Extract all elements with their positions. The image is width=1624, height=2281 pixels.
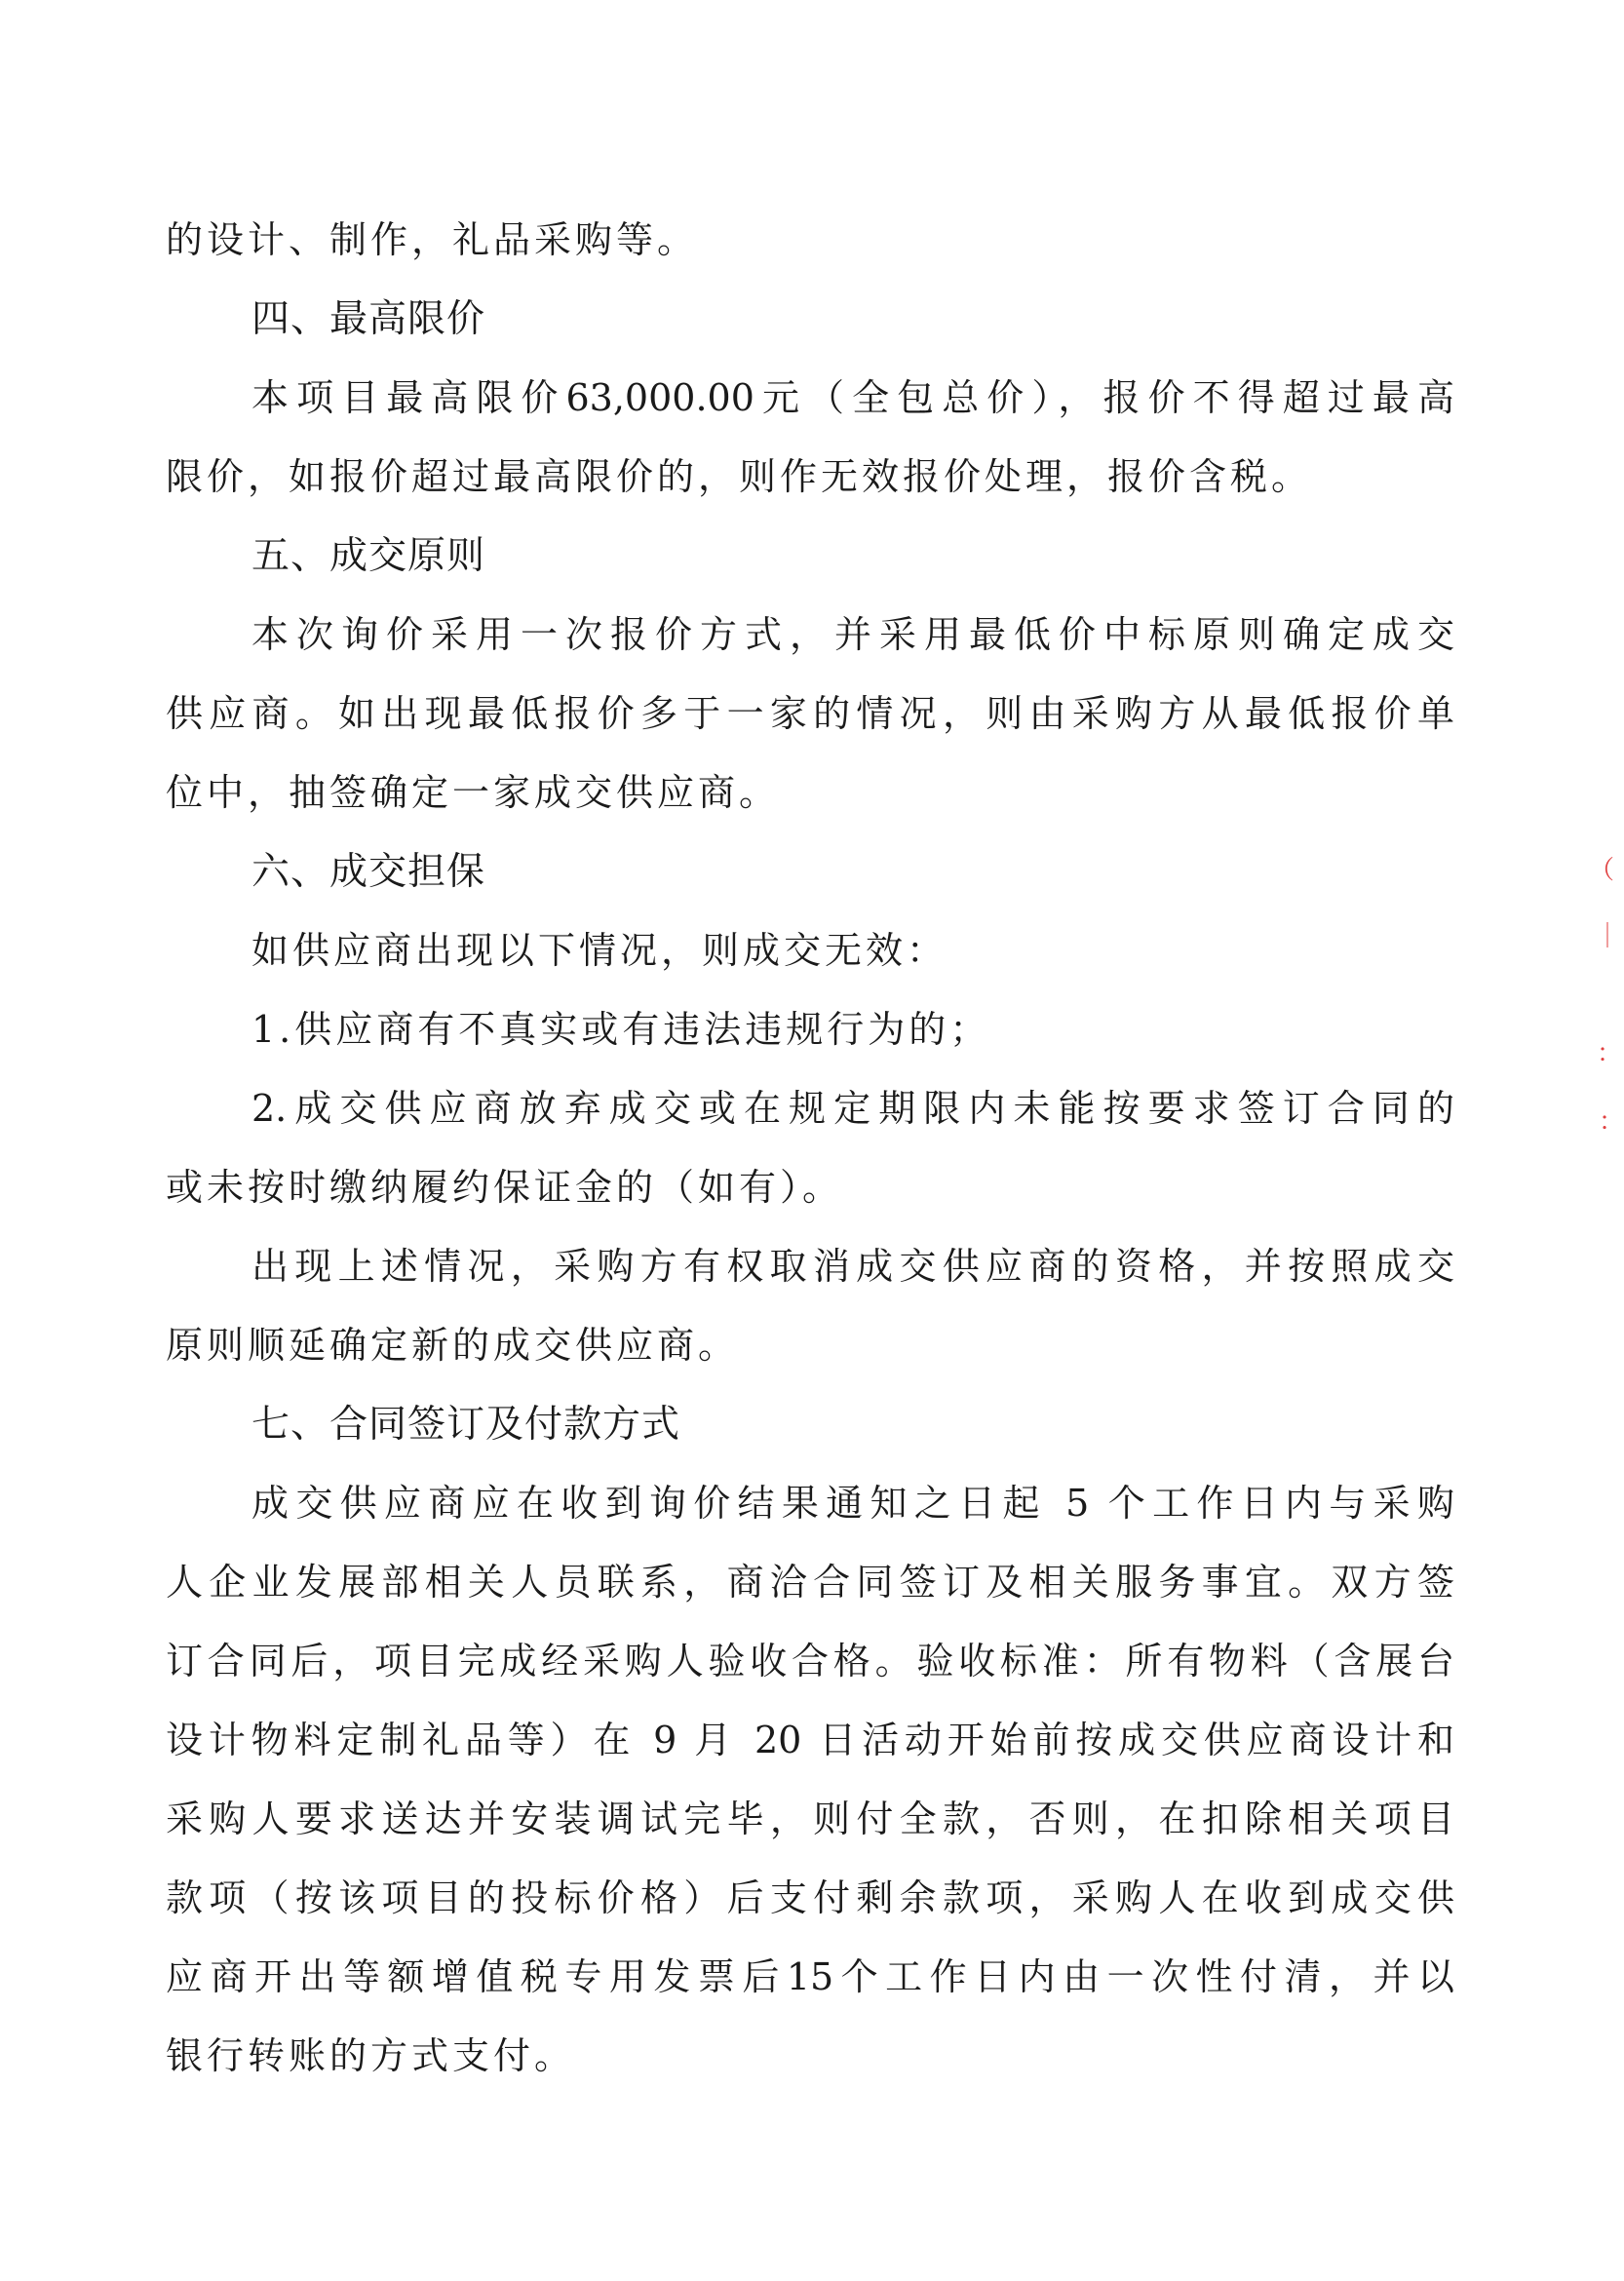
paragraph-line: 采购人要求送达并安装调试完毕，则付全款，否则，在扣除相关项目 (166, 1798, 1454, 1840)
paragraph-line: 限价，如报价超过最高限价的，则作无效报价处理，报价含税。 (166, 455, 1313, 498)
paragraph-line: 2.成交供应商放弃成交或在规定期限内未能按要求签订合同的 (251, 1087, 1454, 1130)
paragraph-line: 1.供应商有不真实或有违法违规行为的； (251, 1008, 991, 1051)
paragraph-line: 的设计、制作，礼品采购等。 (166, 218, 699, 261)
paragraph-line: 应商开出等额增值税专用发票后15个工作日内由一次性付清，并以 (166, 1955, 1454, 1998)
paragraph-line: 本项目最高限价63,000.00元（全包总价），报价不得超过最高 (251, 376, 1454, 419)
section-heading: 七、合同签订及付款方式 (251, 1403, 681, 1447)
paragraph-line: 如供应商出现以下情况，则成交无效： (251, 929, 948, 972)
edge-mark: （ (1589, 856, 1615, 885)
document-body (166, 201, 1454, 2096)
section-heading: 四、最高限价 (251, 297, 486, 341)
paragraph-line: 供应商。如出现最低报价多于一家的情况，则由采购方从最低报价单 (166, 692, 1454, 735)
paragraph-line: 本次询价采用一次报价方式，并采用最低价中标原则确定成交 (251, 613, 1454, 656)
paragraph-line: 款项（按该项目的投标价格）后支付剩余款项，采购人在收到成交供 (166, 1876, 1454, 1919)
paragraph-line: 或未按时缴纳履约保证金的（如有）。 (166, 1166, 844, 1209)
paragraph-line: 出现上述情况，采购方有权取消成交供应商的资格，并按照成交 (251, 1245, 1454, 1288)
paragraph-line: 人企业发展部相关人员联系，商洽合同签订及相关服务事宜。双方签 (166, 1561, 1454, 1604)
section-heading: 五、成交原则 (251, 534, 486, 578)
edge-mark: ｜ (1595, 922, 1621, 951)
paragraph-line: 成交供应商应在收到询价结果通知之日起 5 个工作日内与采购 (251, 1482, 1454, 1525)
paragraph-line: 订合同后，项目完成经采购人验收合格。验收标准：所有物料（含展台 (166, 1640, 1454, 1682)
section-heading: 六、成交担保 (251, 850, 486, 894)
paragraph-line: 设计物料定制礼品等）在 9 月 20 日活动开始前按成交供应商设计和 (166, 1719, 1454, 1761)
edge-mark: ： (1597, 1039, 1623, 1068)
edge-mark: ： (1599, 1107, 1624, 1137)
paragraph-line: 银行转账的方式支付。 (166, 2034, 576, 2077)
paragraph-line: 原则顺延确定新的成交供应商。 (166, 1324, 740, 1367)
paragraph-line: 位中，抽签确定一家成交供应商。 (166, 771, 781, 814)
